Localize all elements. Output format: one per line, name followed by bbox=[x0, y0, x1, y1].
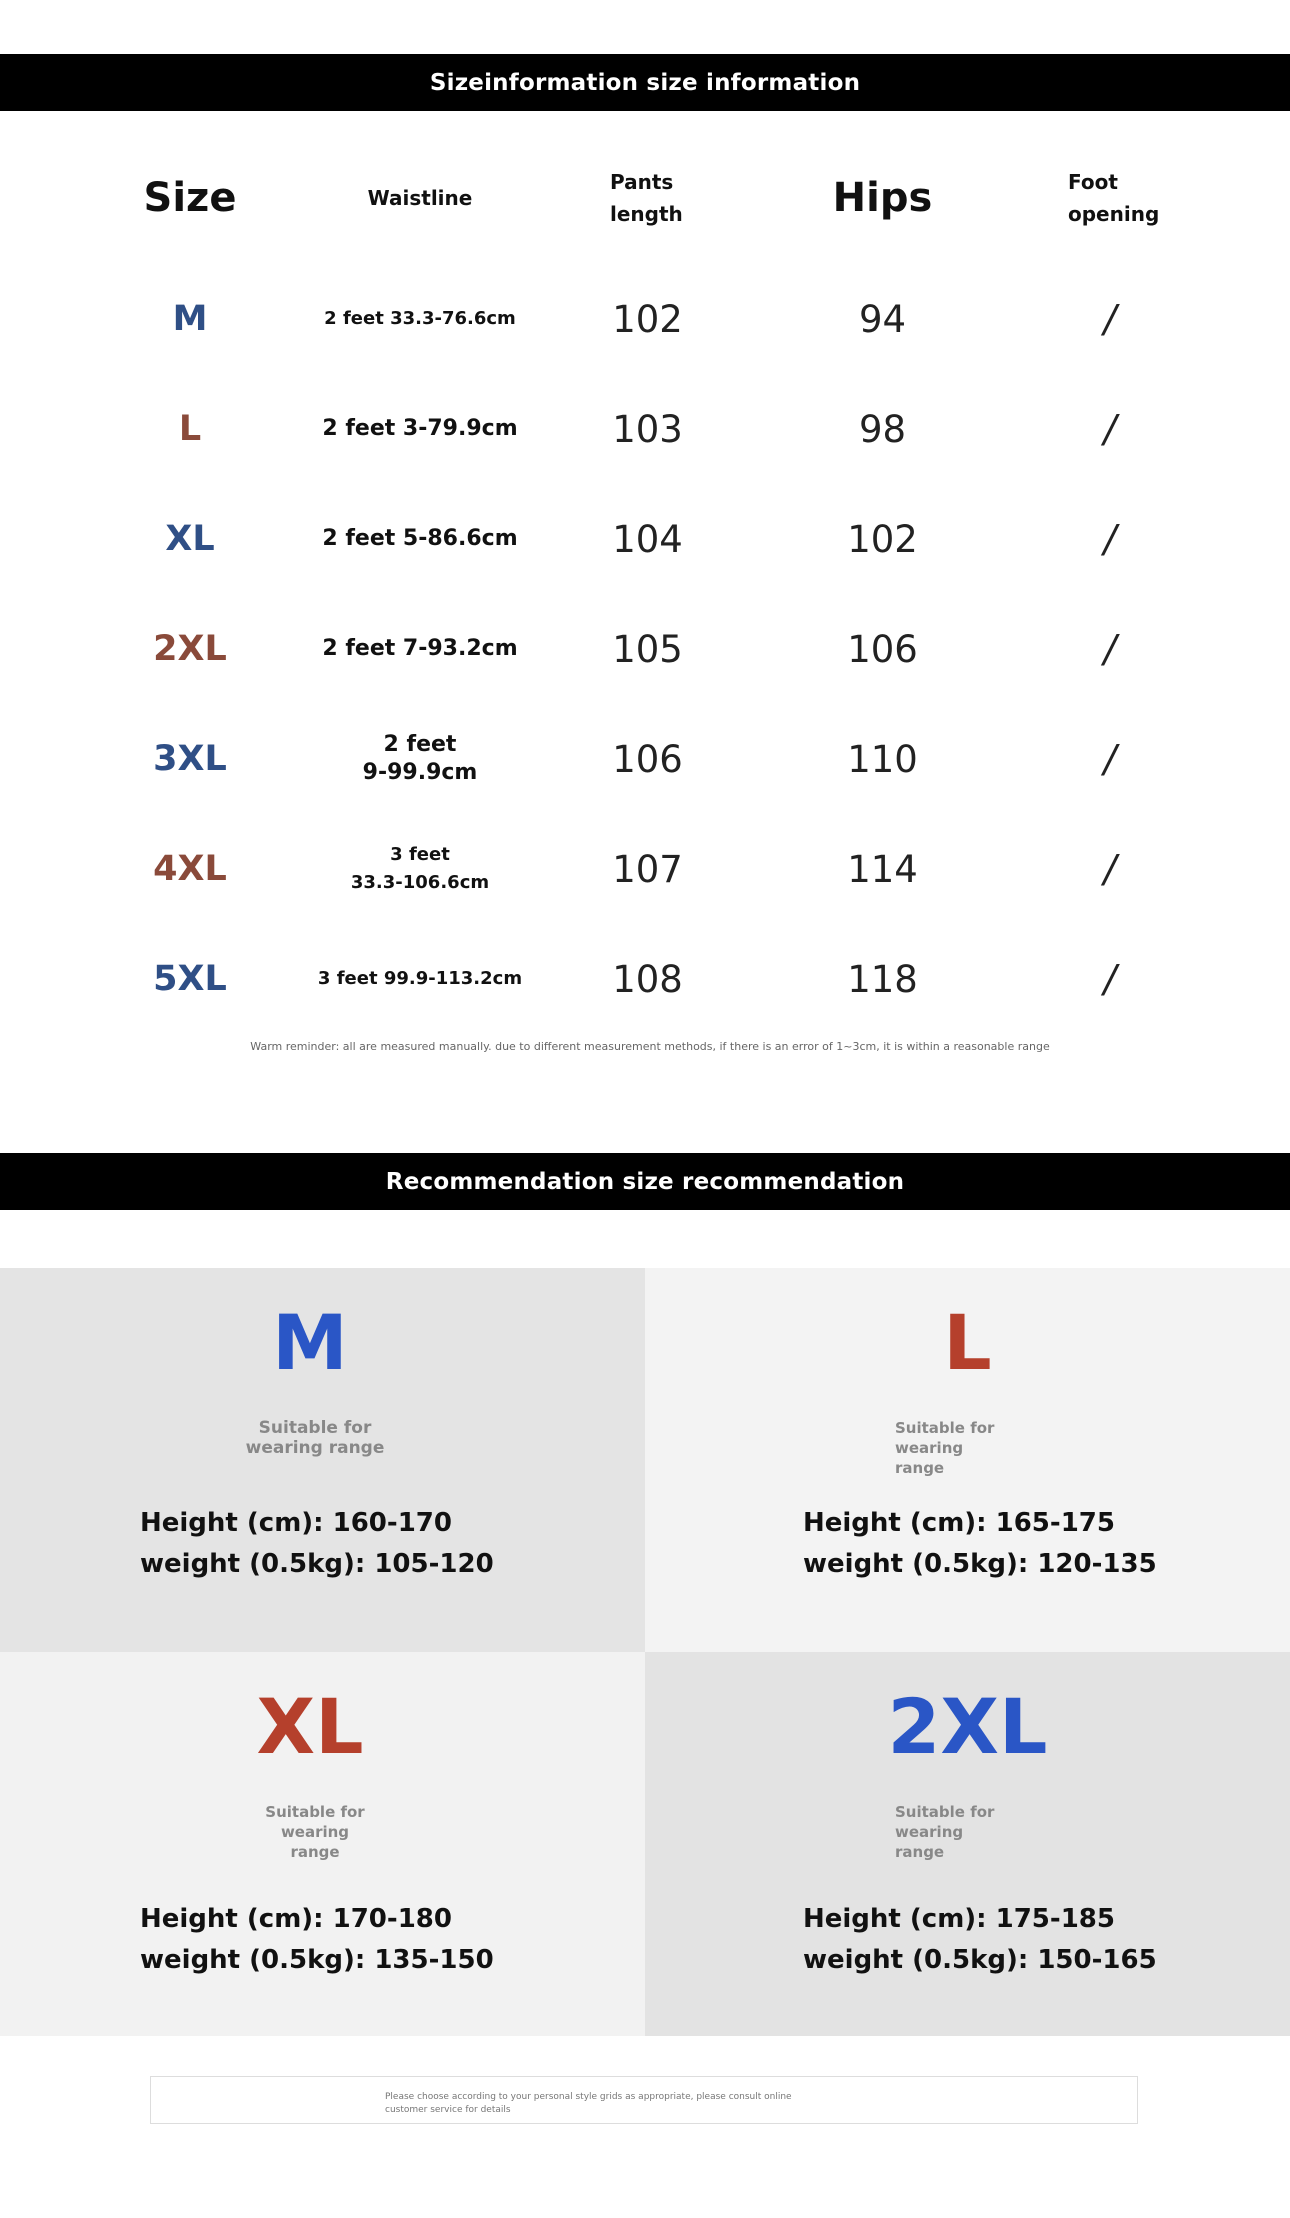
size-label: M bbox=[172, 299, 208, 339]
footer-note-line-2: customer service for details bbox=[385, 2105, 511, 2115]
waist-value: 2 feet 7-93.2cm bbox=[322, 636, 518, 661]
pants-length-value: 103 bbox=[612, 407, 683, 451]
footer-note bbox=[150, 2076, 1138, 2124]
foot-opening-value: / bbox=[1103, 957, 1117, 1001]
foot-opening-value: / bbox=[1103, 847, 1117, 891]
header-pants-line-1: Pants bbox=[610, 170, 674, 194]
warm-reminder: Warm reminder: all are measured manually. due to different measurement methods, if there is an error of 1~3cm, it is within a reasonable range bbox=[250, 1040, 1050, 1053]
foot-opening-value: / bbox=[1103, 297, 1117, 341]
size-label: 5XL bbox=[153, 959, 227, 999]
waist-value: 2 feet 3-79.9cm bbox=[322, 416, 518, 441]
suitable-range-label: Suitable for wearing range bbox=[895, 1419, 995, 1477]
table-row bbox=[0, 594, 1290, 704]
hips-value: 118 bbox=[847, 957, 918, 1001]
recommendation-size: XL bbox=[256, 1682, 364, 1771]
recommendation-card-2xl bbox=[645, 1652, 1290, 2036]
header-pants-line-2: length bbox=[610, 202, 683, 226]
foot-opening-value: / bbox=[1103, 627, 1117, 671]
foot-opening-value: / bbox=[1103, 517, 1117, 561]
height-range: Height (cm): 165-175 bbox=[803, 1508, 1115, 1538]
height-range: Height (cm): 170-180 bbox=[140, 1904, 452, 1934]
header-waistline: Waistline bbox=[367, 186, 473, 210]
waist-value: 2 feet 33.3-76.6cm bbox=[324, 308, 516, 329]
size-label: 4XL bbox=[153, 849, 227, 889]
size-label: L bbox=[178, 409, 202, 449]
recommendation-card-m bbox=[0, 1268, 645, 1652]
table-row bbox=[0, 924, 1290, 1034]
recommendation-card-xl bbox=[0, 1652, 645, 2036]
foot-opening-value: / bbox=[1103, 737, 1117, 781]
table-row bbox=[0, 484, 1290, 594]
hips-value: 114 bbox=[847, 847, 918, 891]
hips-value: 110 bbox=[847, 737, 918, 781]
waist-value: 2 feet 5-86.6cm bbox=[322, 526, 518, 551]
weight-range: weight (0.5kg): 120-135 bbox=[803, 1549, 1157, 1579]
size-recommendation-banner: Recommendation size recommendation bbox=[0, 1153, 1290, 1210]
hips-value: 94 bbox=[858, 297, 907, 341]
waist-value: 3 feet 99.9-113.2cm bbox=[317, 968, 523, 989]
header-foot-line-1: Foot bbox=[1068, 170, 1118, 194]
pants-length-value: 106 bbox=[612, 737, 683, 781]
recommendation-size: M bbox=[272, 1298, 348, 1387]
pants-length-value: 104 bbox=[612, 517, 683, 561]
hips-value: 106 bbox=[847, 627, 918, 671]
size-information-banner: Sizeinformation size information bbox=[0, 54, 1290, 111]
recommendation-size: 2XL bbox=[887, 1682, 1048, 1771]
hips-value: 98 bbox=[858, 407, 907, 451]
pants-length-value: 107 bbox=[612, 847, 683, 891]
weight-range: weight (0.5kg): 135-150 bbox=[140, 1945, 494, 1975]
pants-length-value: 105 bbox=[612, 627, 683, 671]
suitable-range-label: Suitable for wearing range bbox=[245, 1418, 385, 1458]
suitable-range-label: Suitable for wearing range bbox=[895, 1803, 995, 1861]
pants-length-value: 108 bbox=[612, 957, 683, 1001]
pants-length-value: 102 bbox=[612, 297, 683, 341]
size-label: 2XL bbox=[153, 629, 227, 669]
size-label: XL bbox=[165, 519, 215, 559]
waist-line-1: 3 feet bbox=[390, 844, 450, 865]
waist-value bbox=[300, 814, 540, 924]
height-range: Height (cm): 175-185 bbox=[803, 1904, 1115, 1934]
header-hips: Hips bbox=[832, 175, 933, 221]
table-row bbox=[0, 374, 1290, 484]
footer-note-line-1: Please choose according to your personal style grids as appropriate, please consult online bbox=[385, 2092, 792, 2102]
foot-opening-value: / bbox=[1103, 407, 1117, 451]
table-header-row bbox=[0, 132, 1290, 264]
waist-line-1: 2 feet bbox=[383, 732, 457, 757]
hips-value: 102 bbox=[847, 517, 918, 561]
header-foot-line-2: opening bbox=[1068, 202, 1160, 226]
recommendation-grid bbox=[0, 1268, 1290, 2036]
recommendation-size: L bbox=[943, 1298, 992, 1387]
height-range: Height (cm): 160-170 bbox=[140, 1508, 452, 1538]
weight-range: weight (0.5kg): 105-120 bbox=[140, 1549, 494, 1579]
waist-line-2: 9-99.9cm bbox=[362, 760, 478, 785]
recommendation-card-l bbox=[645, 1268, 1290, 1652]
header-pants-length bbox=[570, 132, 725, 264]
size-table bbox=[0, 132, 1290, 1034]
table-row bbox=[0, 814, 1290, 924]
waist-line-2: 33.3-106.6cm bbox=[350, 872, 490, 893]
header-size: Size bbox=[143, 175, 237, 221]
waist-value bbox=[300, 704, 540, 814]
table-row bbox=[0, 704, 1290, 814]
table-row bbox=[0, 264, 1290, 374]
weight-range: weight (0.5kg): 150-165 bbox=[803, 1945, 1157, 1975]
suitable-range-label: Suitable for wearing range bbox=[265, 1803, 365, 1861]
header-foot-opening bbox=[1030, 132, 1190, 264]
size-label: 3XL bbox=[153, 739, 227, 779]
